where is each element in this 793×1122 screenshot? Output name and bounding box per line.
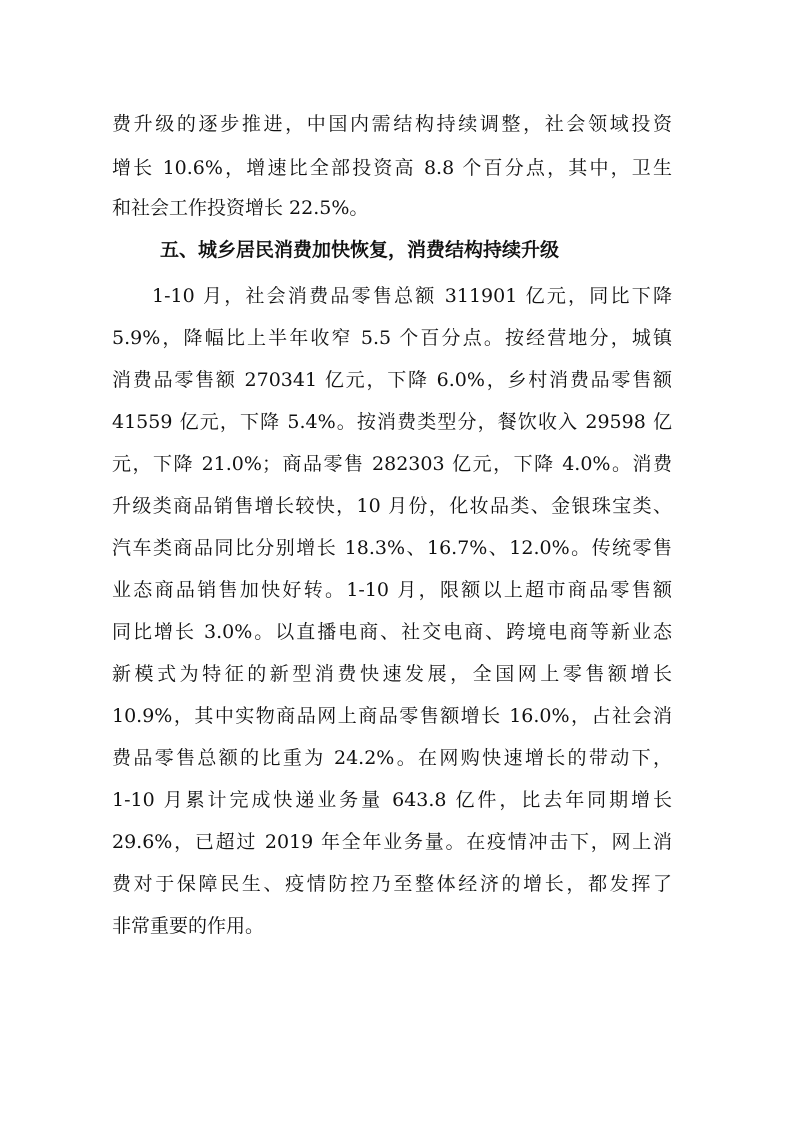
paragraph-line: 10.9%，其中实物商品网上商品零售额增长 16.0%，占社会消 — [112, 705, 672, 727]
paragraph-line: 1-10 月累计完成快递业务量 643.8 亿件，比去年同期增长 — [112, 789, 672, 811]
paragraph-line: 费品零售总额的比重为 24.2%。在网购快速增长的带动下， — [112, 747, 672, 769]
paragraph-line: 费升级的逐步推进，中国内需结构持续调整，社会领域投资 — [112, 113, 672, 135]
paragraph-line: 同比增长 3.0%。以直播电商、社交电商、跨境电商等新业态 — [112, 621, 672, 643]
paragraph-line: 升级类商品销售增长较快，10 月份，化妆品类、金银珠宝类、 — [112, 495, 672, 517]
paragraph-line: 业态商品销售加快好转。1-10 月，限额以上超市商品零售额 — [112, 579, 672, 601]
paragraph-line: 5.9%，降幅比上半年收窄 5.5 个百分点。按经营地分，城镇 — [112, 327, 672, 349]
paragraph-line: 元，下降 21.0%；商品零售 282303 亿元，下降 4.0%。消费 — [112, 453, 672, 475]
paragraph-line: 41559 亿元，下降 5.4%。按消费类型分，餐饮收入 29598 亿 — [112, 411, 672, 433]
paragraph-line: 汽车类商品同比分别增长 18.3%、16.7%、12.0%。传统零售 — [112, 537, 672, 559]
paragraph-line: 新模式为特征的新型消费快速发展，全国网上零售额增长 — [112, 663, 672, 685]
paragraph-line: 消费品零售额 270341 亿元，下降 6.0%，乡村消费品零售额 — [112, 369, 672, 391]
section-heading: 五、城乡居民消费加快恢复，消费结构持续升级 — [160, 239, 560, 261]
paragraph-line: 和社会工作投资增长 22.5%。 — [112, 197, 369, 219]
paragraph-line: 1-10 月，社会消费品零售总额 311901 亿元，同比下降 — [152, 285, 672, 307]
paragraph-line: 费对于保障民生、疫情防控乃至整体经济的增长，都发挥了 — [112, 873, 672, 895]
paragraph-line: 非常重要的作用。 — [112, 915, 265, 937]
paragraph-line: 增长 10.6%，增速比全部投资高 8.8 个百分点，其中，卫生 — [112, 157, 672, 179]
paragraph-line: 29.6%，已超过 2019 年全年业务量。在疫情冲击下，网上消 — [112, 831, 672, 853]
